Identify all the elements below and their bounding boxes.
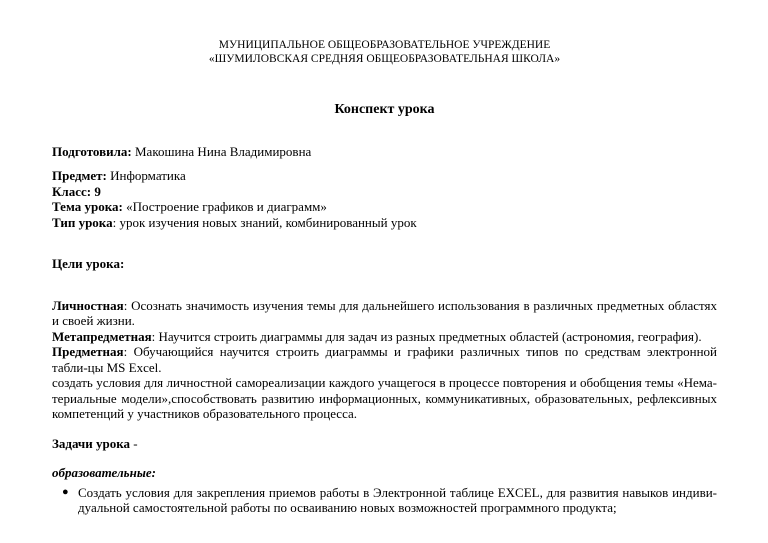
topic-value: «Построение графиков и диаграмм» <box>122 199 327 214</box>
lesson-type-label: Тип урока <box>52 214 113 230</box>
tasks-heading-text: Задачи урока <box>52 435 131 451</box>
subject-value: Информатика <box>106 168 186 183</box>
lesson-type-value: : урок изучения новых знаний, комбинированный урок <box>112 214 417 230</box>
goal-meta-label: Метапредметная <box>52 328 152 344</box>
lesson-type-line <box>52 215 717 231</box>
tasks-heading-suffix: - <box>130 435 138 451</box>
topic-label: Тема урока: <box>52 199 123 214</box>
institution-line-2: «ШУМИЛОВСКАЯ СРЕДНЯЯ ОБЩЕОБРАЗОВАТЕЛЬНАЯ ШКОЛА» <box>208 52 561 65</box>
educational-tasks-list <box>52 485 717 516</box>
goals-heading-text: Цели урока: <box>52 256 125 271</box>
tasks-heading <box>52 436 717 452</box>
prepared-by <box>52 144 717 160</box>
goal-subject <box>52 344 717 375</box>
institution-line-1: МУНИЦИПАЛЬНОЕ ОБЩЕОБРАЗОВАТЕЛЬНОЕ УЧРЕЖДЕНИЕ <box>218 39 551 51</box>
subject-line <box>52 168 717 184</box>
prepared-label: Подготовила: <box>52 143 132 159</box>
document-title: Конспект урока <box>334 102 435 117</box>
list-item-text: Создать условия для закрепления приемов работы в Электронной таблице EXCEL, для развития навыков индиви-дуальной самостоятельной работы по осваиванию новых возможностей программного продукта; <box>78 484 717 515</box>
subject-label: Предмет: <box>52 168 107 183</box>
class-line <box>52 184 717 200</box>
goal-meta-text: : Научится строить диаграммы для задач из разных предметных областей (астрономия, география). <box>151 328 702 344</box>
goal-meta <box>52 329 717 345</box>
goal-subject-text: : Обучающийся научится строить диаграммы и графики различных типов по средствам электронной табли-цы MS Excel. <box>52 344 717 375</box>
goal-extra: создать условия для личностной самореализации каждого учащегося в процессе повторения и обобщения темы «Нема-териальные модели»,способствовать развитию информационных, коммуникативных, образовательных, рефлексивных компетенций у участников образовательного процесса. <box>52 375 717 421</box>
class-label: Класс: 9 <box>52 183 101 199</box>
educational-label <box>52 465 717 481</box>
document-page <box>52 34 717 516</box>
topic-line <box>52 199 717 215</box>
goal-subject-label: Предметная <box>52 344 124 359</box>
list-item <box>62 484 717 516</box>
goal-personal-text: : Осознать значимость изучения темы для дальнейшего использования в различных предметных областях и своей жизни. <box>52 297 717 328</box>
institution-header <box>52 39 717 66</box>
educational-label-text: образовательные: <box>52 465 156 480</box>
goal-personal-label: Личностная <box>52 297 124 313</box>
prepared-value: Макошина Нина Владимировна <box>131 143 312 159</box>
bullet-icon: ● <box>62 485 69 498</box>
goal-personal <box>52 298 717 329</box>
goals-heading <box>52 256 717 272</box>
